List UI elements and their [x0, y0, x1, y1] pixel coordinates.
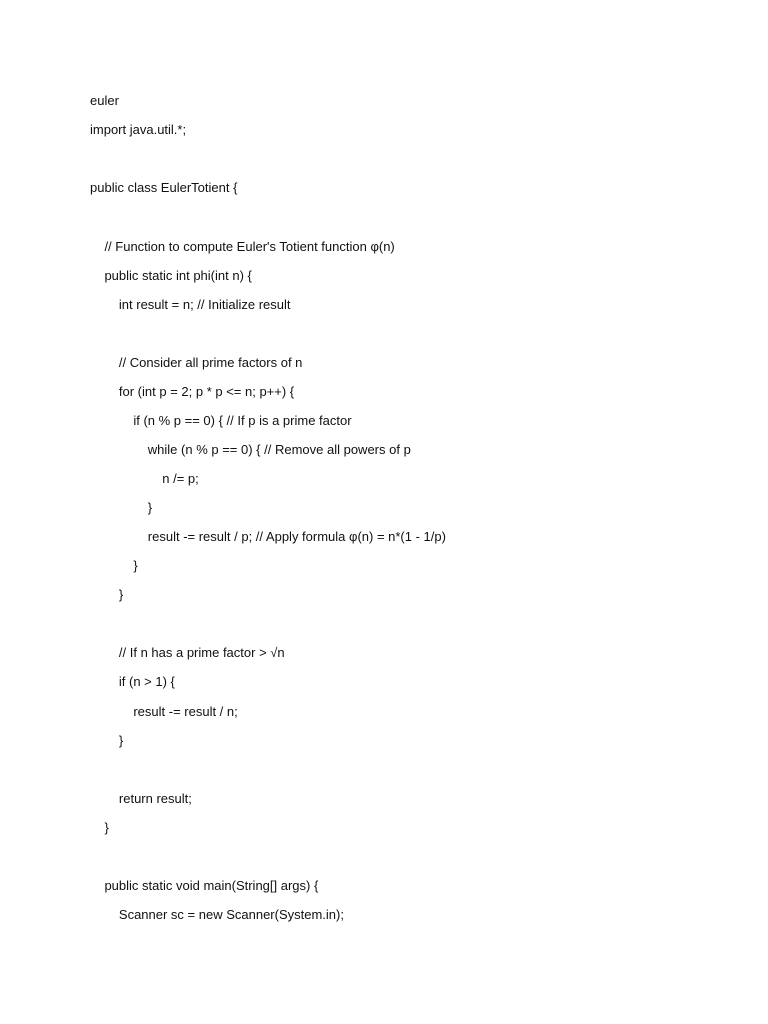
code-line: for (int p = 2; p * p <= n; p++) {: [90, 384, 295, 399]
code-line: }: [90, 500, 153, 515]
code-line: public static void main(String[] args) {: [90, 878, 319, 893]
code-line: while (n % p == 0) { // Remove all powers of p: [90, 442, 411, 457]
code-line: }: [90, 820, 109, 835]
code-line: // If n has a prime factor > √n: [90, 645, 285, 660]
code-line: result -= result / n;: [90, 704, 238, 719]
code-line: result -= result / p; // Apply formula φ(n) = n*(1 - 1/p): [90, 529, 446, 544]
code-line: if (n > 1) {: [90, 674, 175, 689]
code-line: }: [90, 733, 124, 748]
doc-title-line: euler: [90, 93, 119, 108]
code-line: if (n % p == 0) { // If p is a prime factor: [90, 413, 352, 428]
code-line-import: import java.util.*;: [90, 122, 187, 137]
code-line: n /= p;: [90, 471, 199, 486]
code-line: return result;: [90, 791, 192, 806]
code-line: Scanner sc = new Scanner(System.in);: [90, 907, 344, 922]
code-line: // Consider all prime factors of n: [90, 355, 303, 370]
code-line: public class EulerTotient {: [90, 180, 238, 195]
code-line: }: [90, 587, 124, 602]
code-line: public static int phi(int n) {: [90, 268, 252, 283]
code-line: // Function to compute Euler's Totient function φ(n): [90, 239, 395, 254]
code-line: int result = n; // Initialize result: [90, 297, 291, 312]
code-line: }: [90, 558, 138, 573]
